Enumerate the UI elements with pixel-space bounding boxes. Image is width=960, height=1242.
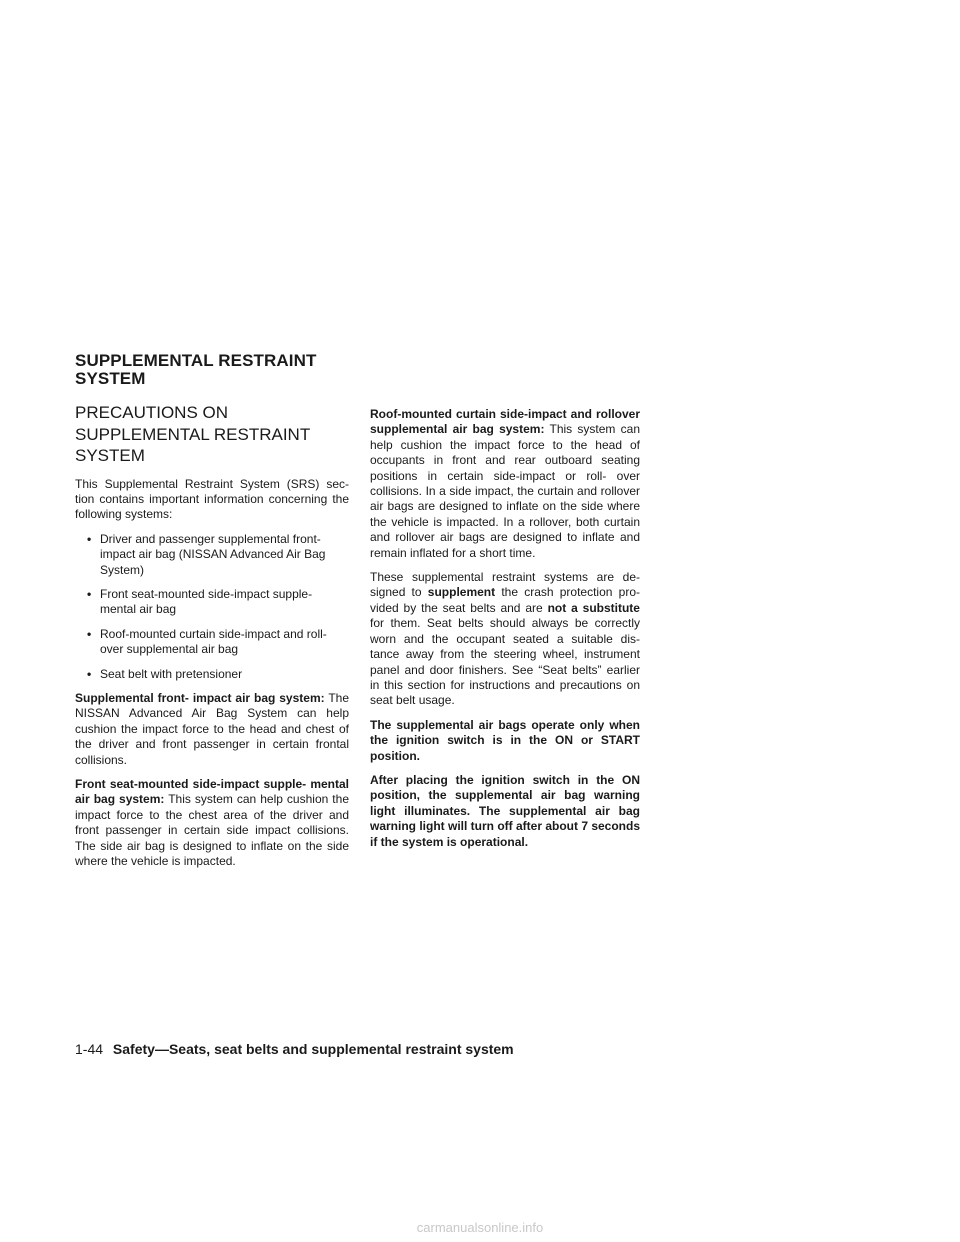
bullet-icon: •	[87, 666, 92, 681]
not-substitute-emphasis: not a substitute	[547, 600, 640, 615]
chapter-title: Safety—Seats, seat belts and supplemental restraint system	[112, 1041, 514, 1057]
precautions-heading	[75, 402, 349, 467]
supplement-paragraph	[370, 570, 640, 709]
side-airbag-heading: Front seat-mounted side-impact supple- mental air bag system:	[75, 777, 349, 807]
systems-list	[75, 532, 349, 682]
list-item-text: Roof-mounted curtain side-impact and roll- over supplemental air bag	[100, 626, 327, 657]
curtain-airbag-heading: Roof-mounted curtain side-impact and rollover supplemental air bag system:	[370, 407, 640, 437]
front-airbag-paragraph	[75, 691, 349, 768]
list-item	[75, 667, 349, 682]
ignition-warning-paragraph: The supplemental air bags operate only when the ignition switch is in the ON or START position.	[370, 717, 640, 763]
supplement-emphasis: supplement	[427, 585, 496, 600]
side-airbag-text: This system can help cushion the impact force to the chest area of the driver and front passenger in certain side impact collisions. The side air bag is designed to inflate on the side where the vehicle is impacted.	[75, 792, 349, 869]
precautions-heading-line-2: SUPPLEMENTAL RESTRAINT	[75, 424, 311, 444]
front-airbag-text: The NISSAN Advanced Air Bag System can help cushion the impact force to the head and chest of the driver and front passenger in certain frontal collisions.	[75, 690, 349, 767]
list-item-text: Front seat-mounted side-impact supple- mental air bag	[100, 586, 313, 617]
bullet-icon: •	[87, 586, 92, 601]
page-number: 1-44	[75, 1041, 104, 1057]
page-footer	[75, 1040, 514, 1058]
section-title	[75, 352, 316, 388]
section-title-line-1: SUPPLEMENTAL RESTRAINT	[75, 351, 317, 370]
list-item-text: Seat belt with pretensioner	[100, 666, 243, 681]
supplement-text-3: for them. Seat belts should always be correctly worn and the occupant seated a suitable dis- tance away from the steering wheel, instrument panel and door finishers. See “Seat belts” earlier in this section for instructions and precautions on seat belt usage.	[370, 616, 640, 708]
section-title-line-2: SYSTEM	[75, 369, 146, 388]
intro-paragraph: This Supplemental Restraint System (SRS) sec- tion contains important information concerning the following systems:	[75, 476, 349, 522]
front-airbag-heading: Supplemental front- impact air bag system:	[75, 690, 325, 705]
site-watermark: carmanualsonline.info	[416, 1220, 544, 1235]
bullet-icon: •	[87, 626, 92, 641]
supplement-text-2: the crash protection pro- vided by the seat belts and are	[370, 585, 640, 615]
list-item	[75, 627, 349, 658]
curtain-airbag-text: This system can help cushion the impact force to the head of occupants in front and rear outboard seating positions in certain side-impact or roll- over collisions. In a side impact, the curtain and rollover air bags are designed to inflate on the side where the vehicle is impacted. In a rollover, both curtain and rollover air bags are designed to inflate and remain inflated for a short time.	[370, 422, 640, 560]
right-column	[370, 407, 640, 859]
list-item	[75, 587, 349, 618]
list-item	[75, 532, 349, 578]
side-airbag-paragraph	[75, 777, 349, 869]
list-item-text: Driver and passenger supplemental front- impact air bag (NISSAN Advanced Air Bag System)	[100, 531, 326, 577]
warning-light-paragraph: After placing the ignition switch in the ON position, the supplemental air bag warning light illuminates. The supplemental air bag warning light will turn off after about 7 seconds if the system is operational.	[370, 772, 641, 849]
precautions-heading-line-1: PRECAUTIONS ON	[75, 403, 229, 422]
supplement-text-1: These supplemental restraint systems are de- signed to	[370, 570, 640, 600]
precautions-heading-line-3: SYSTEM	[75, 446, 145, 465]
left-column	[75, 402, 349, 878]
curtain-airbag-paragraph	[370, 407, 640, 561]
bullet-icon: •	[87, 531, 92, 546]
